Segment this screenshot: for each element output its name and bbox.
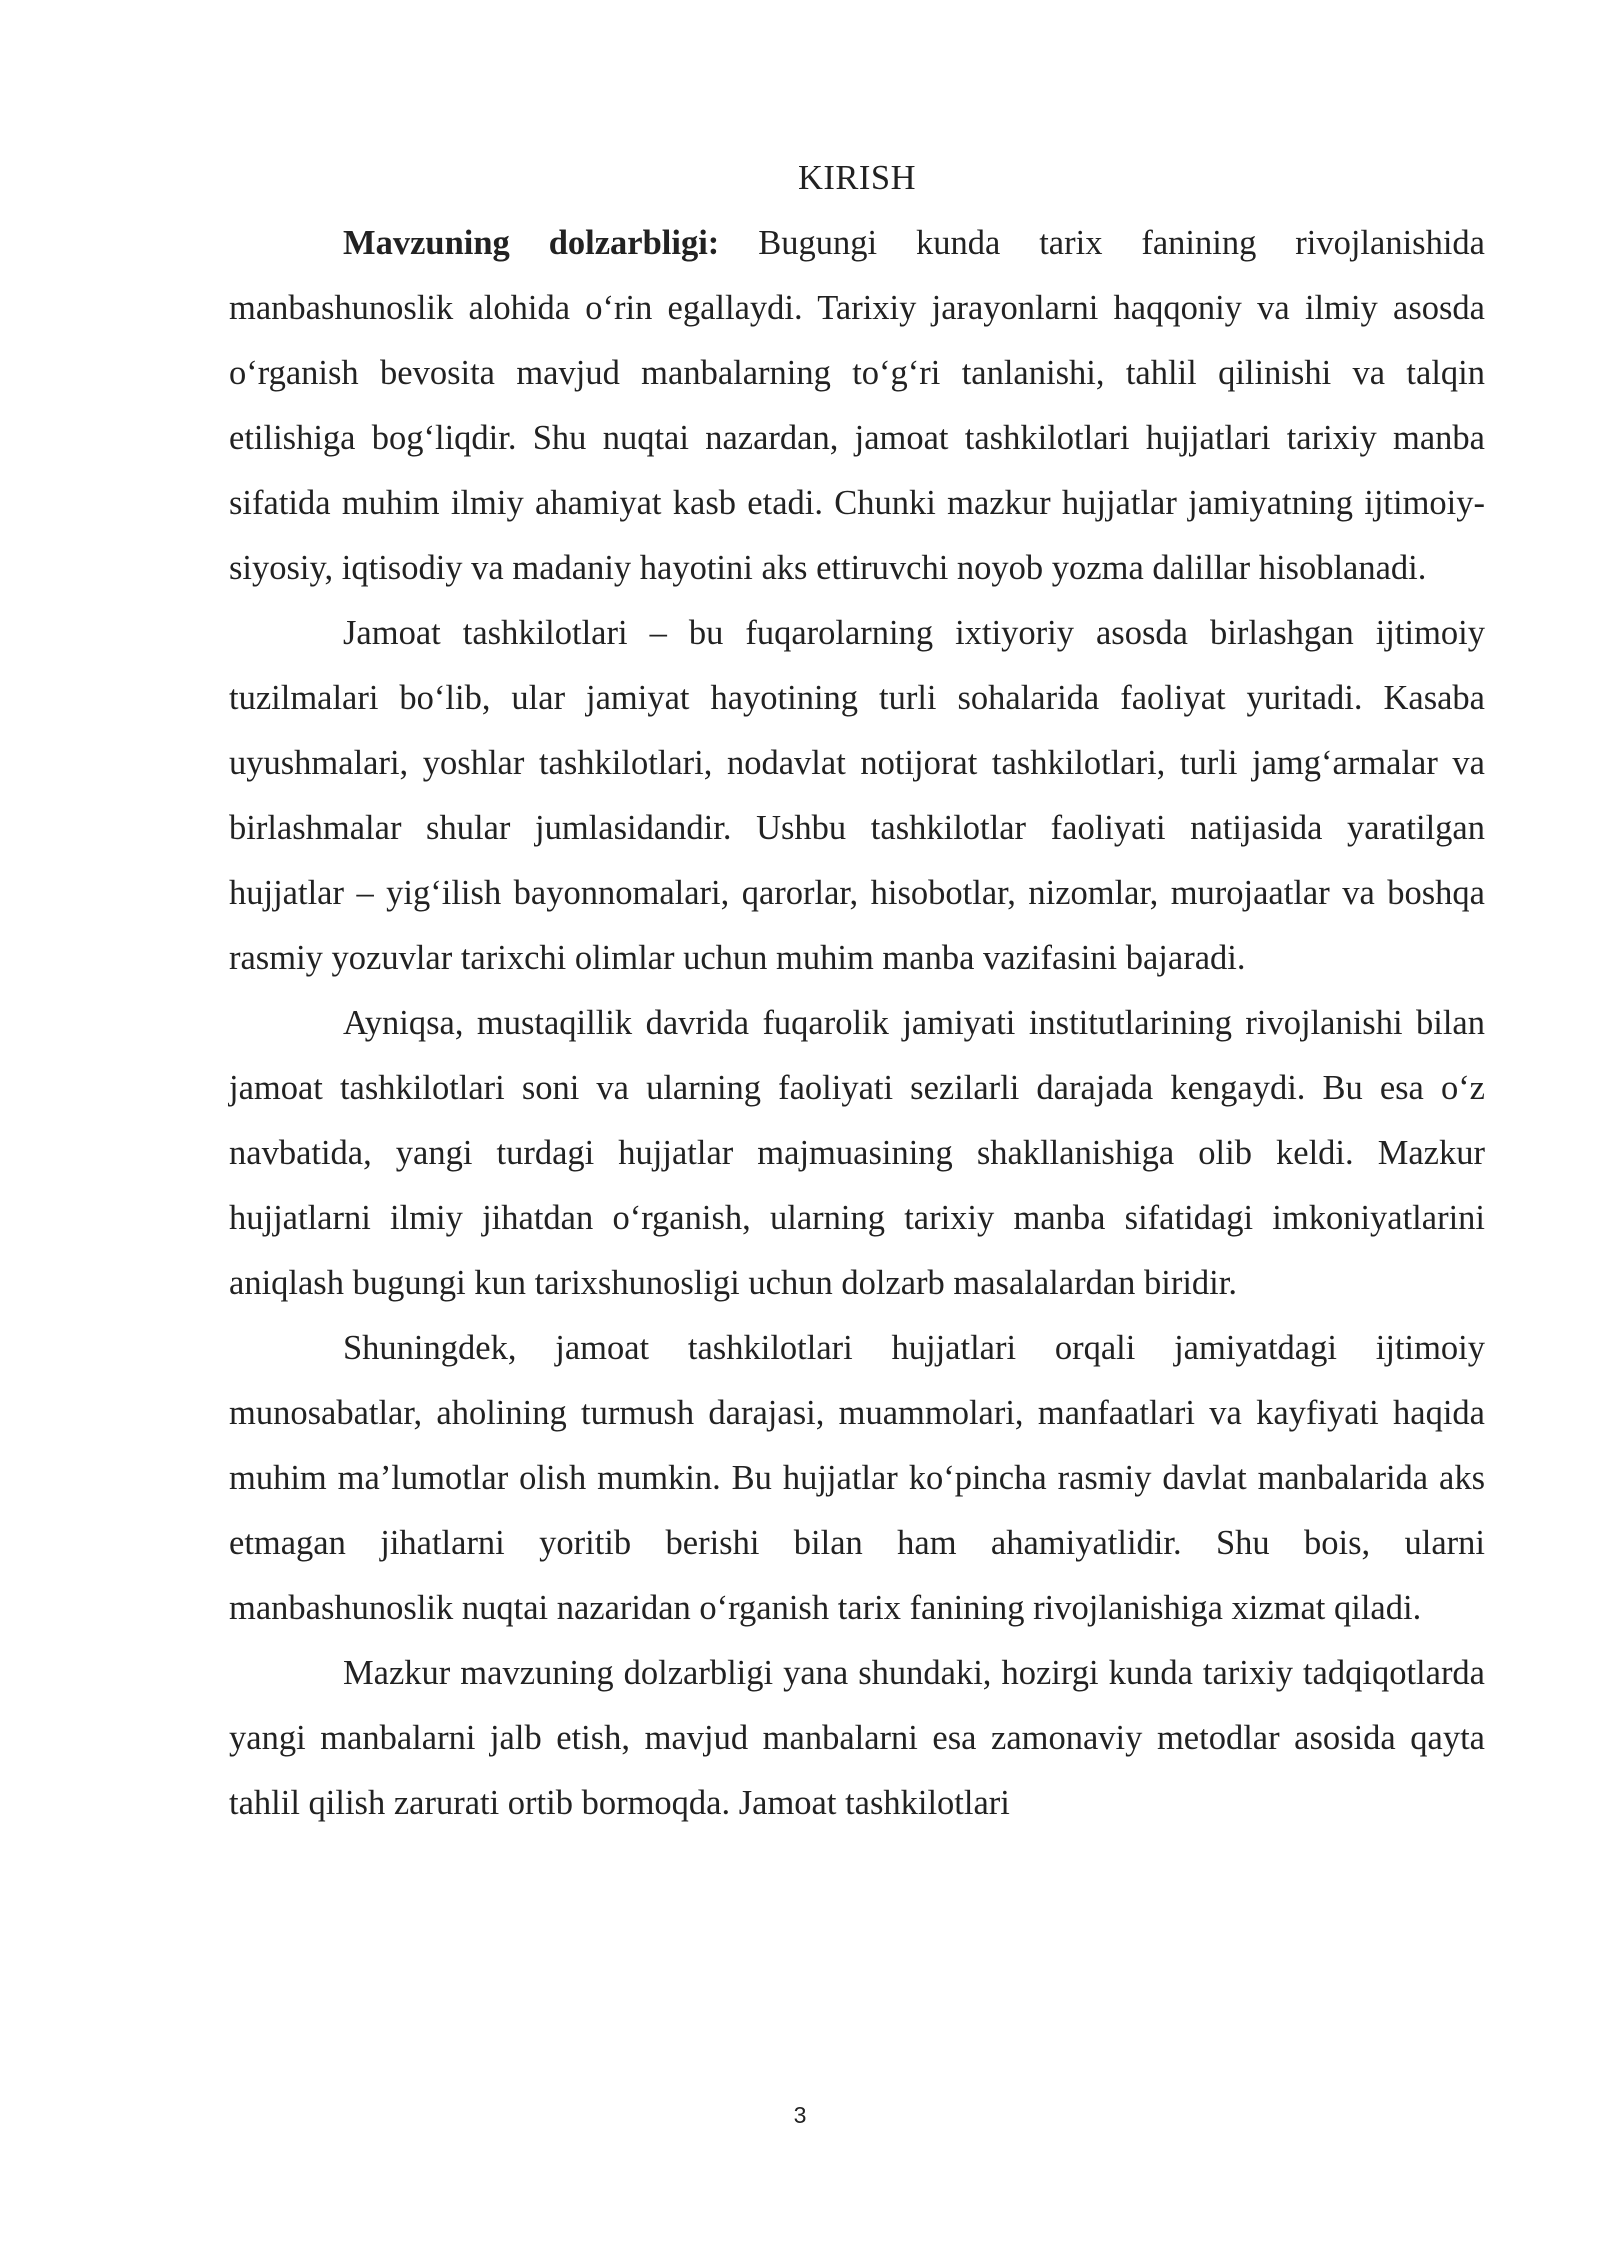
document-body (229, 146, 1485, 1836)
page-number: 3 (793, 2102, 807, 2128)
paragraph-lead: Mavzuning dolzarbligi: (343, 224, 720, 262)
paragraph-2: Jamoat tashkilotlari – bu fuqarolarning ixtiyoriy asosda birlashgan ijtimoiy tuzilmalari bo‘lib, ular jamiyat hayotining turli sohalarida faoliyat yuritadi. Kasaba uyushmalari, yoshlar tashkilotlari, nodavlat notijorat tashkilotlari, turli jamg‘armalar va birlashmalar shular jumlasidandir. Ushbu tashkilotlar faoliyati natijasida yaratilgan hujjatlar – yig‘ilish bayonnomalari, qarorlar, hisobotlar, nizomlar, murojaatlar va boshqa rasmiy yozuvlar tarixchi olimlar uchun muhim manba vazifasini bajaradi. (229, 614, 1485, 977)
paragraph-1 (229, 211, 1485, 601)
paragraph-5: Mazkur mavzuning dolzarbligi yana shundaki, hozirgi kunda tarixiy tadqiqotlarda yangi manbalarni jalb etish, mavjud manbalarni esa zamonaviy metodlar asosida qayta tahlil qilish zarurati ortib bormoqda. Jamoat tashkilotlari (229, 1654, 1485, 1822)
paragraph-3: Ayniqsa, mustaqillik davrida fuqarolik jamiyati institutlarining rivojlanishi bilan jamoat tashkilotlari soni va ularning faoliyati sezilarli darajada kengaydi. Bu esa o‘z navbatida, yangi turdagi hujjatlar majmuasining shakllanishiga olib keldi. Mazkur hujjatlarni ilmiy jihatdan o‘rganish, ularning tarixiy manba sifatidagi imkoniyatlarini aniqlash bugungi kun tarixshunosligi uchun dolzarb masalalardan biridir. (229, 1004, 1485, 1302)
paragraph-text: Bugungi kunda tarix fanining rivojlanishida manbashunoslik alohida o‘rin egallaydi. Tarixiy jarayonlarni haqqoniy va ilmiy asosda o‘rganish bevosita mavjud manbalarning to‘g‘ri tanlanishi, tahlil qilinishi va talqin etilishiga bog‘liqdir. Shu nuqtai nazardan, jamoat tashkilotlari hujjatlari tarixiy manba sifatida muhim ilmiy ahamiyat kasb etadi. Chunki mazkur hujjatlar jamiyatning ijtimoiy-siyosiy, iqtisodiy va madaniy hayotini aks ettiruvchi noyob yozma dalillar hisoblanadi. (229, 224, 1485, 587)
paragraph-4: Shuningdek, jamoat tashkilotlari hujjatlari orqali jamiyatdagi ijtimoiy munosabatlar, aholining turmush darajasi, muammolari, manfaatlari va kayfiyati haqida muhim ma’lumotlar olish mumkin. Bu hujjatlar ko‘pincha rasmiy davlat manbalarida aks etmagan jihatlarni yoritib berishi bilan ham ahamiyatlidir. Shu bois, ularni manbashunoslik nuqtai nazaridan o‘rganish tarix fanining rivojlanishiga xizmat qiladi. (229, 1329, 1485, 1627)
section-heading: KIRISH (797, 159, 916, 197)
